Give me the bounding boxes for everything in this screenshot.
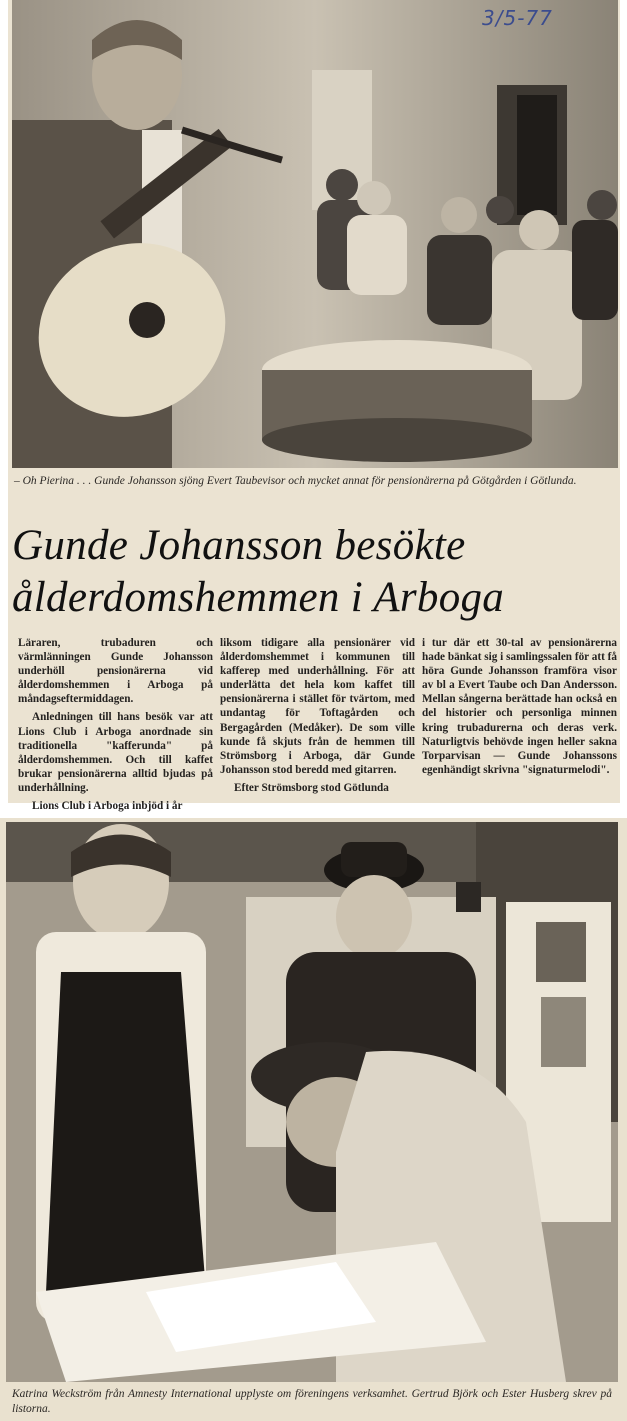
col1-paragraph-1: Läraren, trubaduren och värmlänningen Gunde Johansson underhöll pensionärerna vid ålderdomshemmen i Arboga på måndagseftermiddagen. bbox=[18, 637, 213, 706]
photo-guitarist-performing bbox=[12, 0, 618, 468]
col1-paragraph-3: Lions Club i Arboga inbjöd i år bbox=[32, 800, 183, 813]
col2-paragraph-1: liksom tidigare alla pensionärer vid ålderdomshemmet i kommunen till kafferep med underhållning. För att underlätta det hela kom kaffet till pensionärerna i stället för tvärtom, med undantag för Toftagården och Bergagården (Medåker). De som ville kunde få skjuts från de hemmen till Strömsborg i Arboga, där Gunde Johansson stod beredd med gitarren. bbox=[220, 637, 415, 776]
headline-line-1: Gunde Johansson besökte bbox=[12, 522, 466, 569]
col2-paragraph-2: Efter Strömsborg stod Götlunda bbox=[234, 781, 389, 794]
col3-paragraph-1: i tur där ett 30-tal av pensionärerna hade bänkat sig i samlingssalen för att få höra Gunde Johansson framföra visor av bl a Evert Taube och Dan Andersson. Mellan sångerna berättade han också en del historier och personliga minnen kring trubadurerna och deras verk. Naturligtvis behövde ingen heller sakna Torparvisan — Gunde Johanssons egenhändigt skrivna "signaturmelodi". bbox=[422, 637, 617, 776]
article-headline bbox=[12, 520, 612, 624]
photo-amnesty-signing bbox=[6, 822, 618, 1382]
article-column-2 bbox=[220, 636, 415, 799]
article-column-3 bbox=[422, 636, 617, 781]
photo-caption-top: – Oh Pierina . . . Gunde Johansson sjöng Evert Taubevisor och mycket annat för pensionärerna på Götgården i Götlunda. bbox=[14, 475, 577, 487]
photo-caption-bottom: Katrina Weckström från Amnesty International upplyste om föreningens verksamhet. Gertrud Björk och Ester Husberg skrev på listorna. bbox=[12, 1388, 612, 1415]
article-column-1 bbox=[18, 636, 213, 817]
col1-paragraph-2: Anledningen till hans besök var att Lions Club i Arboga anordnade sin traditionella "kafferunda" på ålderdomshemmen. Och till kaffet brukar pensionärerna alltid bjudas på underhållning. bbox=[18, 711, 213, 794]
handwritten-date: 3/5-77 bbox=[482, 6, 553, 30]
headline-line-2: ålderdomshemmen i Arboga bbox=[12, 574, 505, 621]
